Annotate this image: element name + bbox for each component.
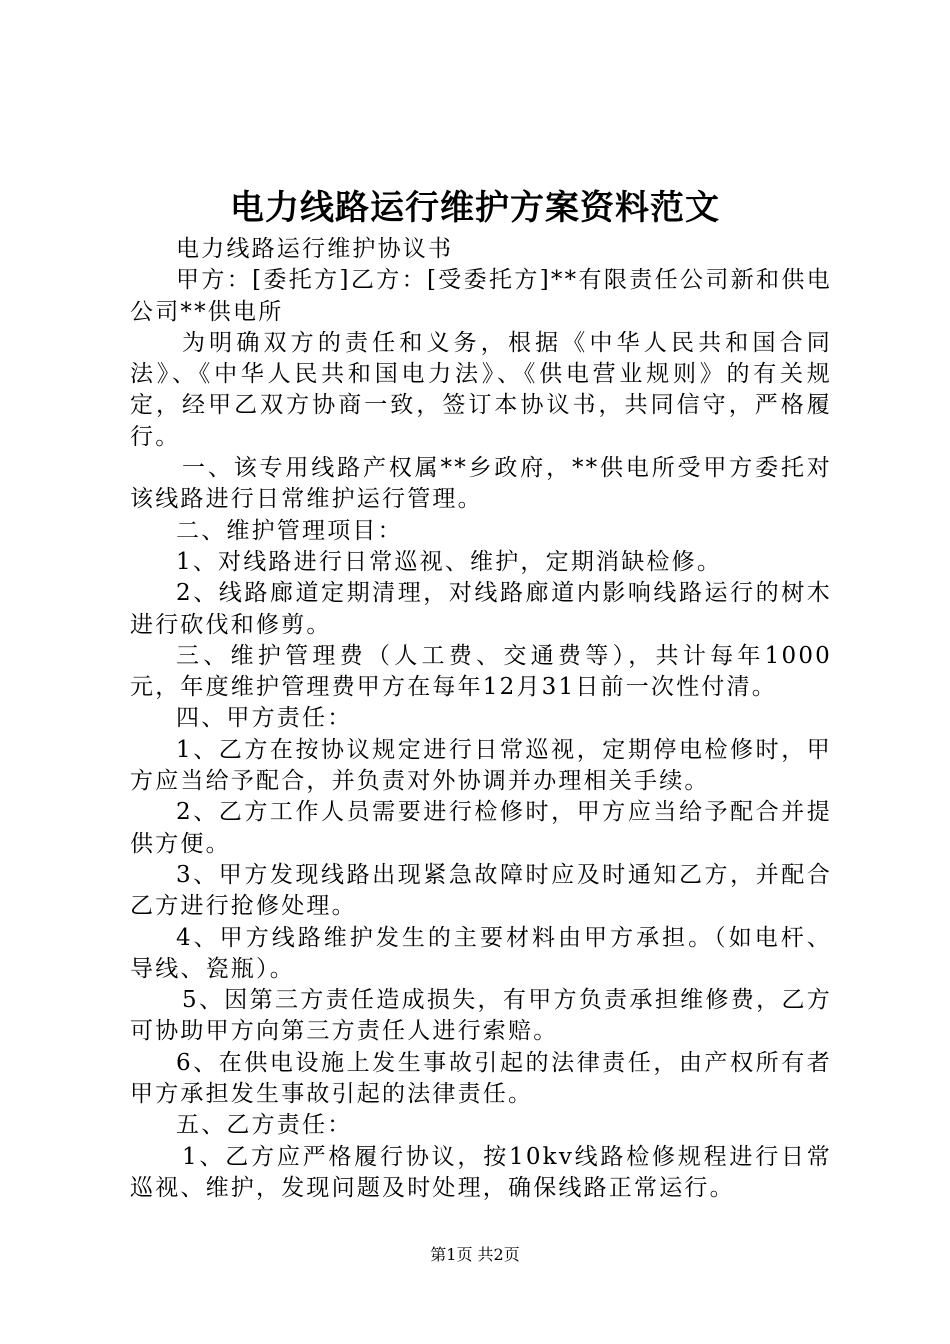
paragraph: 1、对线路进行日常巡视、维护，定期消缺检修。 (176, 548, 723, 575)
document-body (130, 234, 832, 1204)
paragraph: 甲方：[委托方]乙方：[受委托方]**有限责任公司新和供电公司**供电所 (130, 267, 832, 325)
paragraph: 5、因第三方责任造成损失，有甲方负责承担维修费，乙方可协助甲方向第三方责任人进行索赔。 (130, 987, 832, 1045)
paragraph: 6、在供电设施上发生事故引起的法律责任，由产权所有者甲方承担发生事故引起的法律责任。 (130, 1049, 832, 1108)
paragraph: 1、乙方应严格履行协议，按10kv线路检修规程进行日常巡视、维护，发现问题及时处理，确保线路正常运行。 (130, 1143, 832, 1201)
paragraph: 2、乙方工作人员需要进行检修时，甲方应当给予配合并提供方便。 (130, 799, 832, 857)
paragraph: 3、甲方发现线路出现紧急故障时应及时通知乙方，并配合乙方进行抢修处理。 (130, 861, 832, 920)
paragraph: 为明确双方的责任和义务，根据《中华人民共和国合同法》、《中华人民共和国电力法》、《供电营业规则》的有关规定，经甲乙双方协商一致，签订本协议书，共同信守，严格履行。 (130, 329, 832, 450)
paragraph: 2、线路廊道定期清理，对线路廊道内影响线路运行的树木进行砍伐和修剪。 (130, 580, 832, 638)
paragraph: 1、乙方在按协议规定进行日常巡视，定期停电检修时，甲方应当给予配合，并负责对外协调并办理相关手续。 (130, 736, 832, 795)
paragraph: 四、甲方责任： (176, 705, 353, 732)
paragraph: 4、甲方线路维护发生的主要材料由甲方承担。（如电杆、导线、瓷瓶）。 (130, 924, 832, 982)
paragraph: 五、乙方责任： (176, 1112, 353, 1139)
document-title: 电力线路运行维护方案资料范文 (230, 188, 720, 228)
page-footer: 第1页 共2页 (430, 1245, 520, 1264)
paragraph: 二、维护管理项目： (176, 517, 403, 544)
paragraph: 电力线路运行维护协议书 (176, 236, 454, 262)
paragraph: 一、该专用线路产权属**乡政府，**供电所受甲方委托对该线路进行日常维护运行管理。 (130, 455, 832, 513)
paragraph: 三、维护管理费（人工费、交通费等），共计每年1000元，年度维护管理费甲方在每年12月31日前一次性付清。 (130, 642, 832, 701)
